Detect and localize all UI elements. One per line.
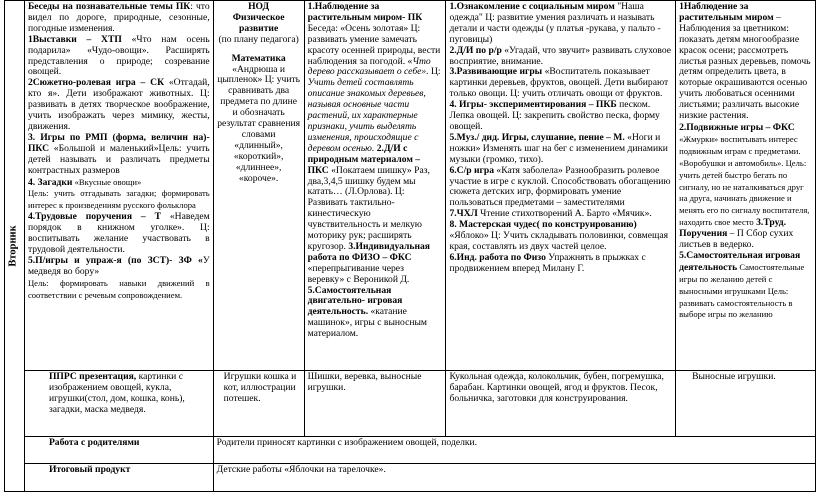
activities-row: [5, 1, 816, 371]
parents-text-cell: [213, 437, 815, 464]
col-c-segment: «перепрыгивание через веревку» с Вероникой Д.: [307, 262, 410, 285]
col-e-segment: 2.Подвижные игры – ФКС: [679, 121, 795, 133]
col-a-segment: Цель: учить отгадывать загадки; формировать интерес к произведениям русского фольклора: [27, 188, 210, 211]
col-c-segment: 5.Самостоятельная двигательно- игровая деятельность.: [307, 284, 403, 318]
pprs-d-text: Кукольная одежда, колокольчик, бубен, погремушка, барабан. Картинки овощей, ягод и фруктов. Песок, больничка, заготовки для конструирования.: [449, 371, 664, 404]
col-d-segment: 7.ЧХЛ: [449, 208, 478, 220]
col-a-cell: [24, 1, 213, 371]
col-d-segment: песком. Лепка овощей. Ц: закрепить свойство песка, форму овощей.: [449, 99, 660, 132]
parents-label: Работа с родителями: [48, 437, 140, 448]
day-cell: [5, 1, 25, 492]
col-c-cell: [304, 1, 446, 371]
col-c-segment: 2.Д/И с природным материалом – ПКС: [307, 142, 421, 176]
col-d-segment: Упражнять в прыжках с продвижением вперед Милану Г.: [449, 251, 646, 274]
result-label: Итоговый продукт: [48, 464, 131, 475]
col-e-segment: – П Сбор сухих листьев в ведерко.: [679, 228, 794, 251]
col-b-cell: [213, 1, 304, 371]
lesson-plan-table: [4, 0, 816, 492]
col-e-cell: [676, 1, 816, 371]
col-a-segment: «Отгадай, кто я». Дети изображают животных. Ц: развивать в детях творческое воображение, учить изображать через мимику, жесты, движения.: [27, 77, 210, 132]
col-d-segment: "Наша одежда" Ц: развитие умения различать и называть детали и части одежды (у платья -рукава, у пальто - пуговицы): [449, 1, 661, 45]
result-text-cell: [213, 464, 815, 492]
col-e-segment: «Жмурки» воспитывать интерес подвижным играм с предметами. «Воробушки и автомобиль». Цель: учить детей быстро бегать по сигналу, но не наталкиваться друг на друга, начинать движение и менять его по сигналу воспитателя, находить свое место: [679, 133, 810, 228]
col-a-segment: 3. Игры по РМП (форма, величин на)- ПКС: [27, 131, 210, 154]
col-d-segment: «Угадай, что звучит» развивать слуховое восприятие, внимание.: [449, 44, 672, 67]
col-d-segment: 6.Инд. работа по Физо: [449, 251, 546, 263]
col-c-segment: 3.Индивидуальная работа по ФИЗО – ФКС: [307, 240, 431, 263]
col-d-segment: 1.Ознакомление с социальным миром: [449, 1, 615, 12]
parents-row: [5, 437, 816, 464]
col-a-segment: 2Сюжетно-ролевая игра – СК: [27, 77, 165, 89]
col-a-segment: «Большой и маленький»: [49, 142, 159, 154]
pprs-b-text: Игрушки кошка и кот, иллюстрации потешек.: [223, 371, 297, 404]
col-a-segment: 4.Трудовые поручения – Т: [27, 211, 161, 223]
col-a-segment: 5.П/игры и упраж-я (по ЗСТ)- ЗФ «: [27, 254, 203, 266]
result-label-cell: [24, 464, 213, 492]
col-e-segment: – Наблюдения за цветником: показать детям многообразие красок осени; рассмотреть листья разных деревьев, помочь детям определить цвета, в которые окрашиваются осенью учить любоваться осенними листьями; различать высокие низкие растения.: [679, 11, 811, 122]
col-d-segment: 3.Развивающие игры: [449, 66, 543, 78]
pprs-row: [5, 371, 816, 437]
col-e-segment: 5.Самостоятельная игровая деятельность: [679, 249, 801, 273]
col-c-segment: Беседа: «Осень золотая» Ц: развивать умение замечать красоту осенней природы, вести наблюдения за погодой. «: [307, 22, 441, 67]
pprs-d-cell: [446, 371, 676, 437]
col-a-segment: «Вкусные овощи»: [72, 176, 142, 187]
pprs-b-cell: [213, 371, 304, 437]
parents-text: Родители приносят картинки с изображением овощей, поделки.: [216, 437, 478, 448]
day-label: Вторник: [8, 225, 20, 267]
result-row: [5, 464, 816, 492]
col-a-segment: Беседы на познавательные темы ПК: [27, 1, 191, 12]
col-d-segment: 6.С/р игра: [449, 164, 494, 176]
col-d-segment: 5.Муз./ дид. Игры, слушание, пение – М.: [449, 131, 625, 143]
col-d-segment: Чтение стихотворений А. Барто «Мячик».: [477, 208, 652, 220]
col-d-cell: [446, 1, 676, 371]
col-d-segment: «Воспитатель показывает картинки деревьев, фруктов, овощей. Дети выбирают только овощи. Ц: учить отличать овощи от фруктов.: [449, 66, 669, 100]
col-e-text: [679, 2, 812, 321]
col-d-segment: «Ноги и ножки» Изменять шаг на бег с изменением динамики музыки (громко, тихо).: [449, 131, 668, 165]
pprs-label-rest: картинки с изображением овощей, кукла, игрушки(стол, дом, кошка, конь), загадки, маска медведя.: [48, 371, 185, 415]
col-d-segment: «Катя заболела» Разнообразить ролевое участие в игре с куклой. Способствовать обогащению сюжета детских игр, формировать умение пользоваться предметами – заместителями: [449, 164, 671, 209]
parents-label-cell: [24, 437, 213, 464]
pprs-label-bold: ППРС презентация,: [48, 371, 137, 382]
col-e-segment: 1Наблюдение за растительным миром: [679, 1, 774, 23]
col-c-segment: 1.Наблюдение за растительным миром- ПК: [307, 1, 423, 23]
col-d-segment: 2.Д/И по р/р: [449, 44, 502, 56]
col-c-text: [308, 2, 443, 340]
col-e-segment: Самостоятельные игры по желанию детей с выносными игрушками Цель: развивать самостоятельность в выборе игры по желанию: [679, 261, 805, 320]
col-c-segment: «катание машинок», игры с выносным материалом.: [307, 306, 427, 340]
col-c-segment: Учить детей составлять описание знакомых деревьев, называя основные части растений, их характерные признаки, учить выделять изменения, происходящие с деревом осенью.: [307, 77, 426, 154]
col-d-segment: 4. Игры- экспериментирования – ПКБ: [449, 99, 617, 111]
col-e-segment: 3.Труд. Поручения: [679, 217, 787, 240]
col-a-segment: «Наведем порядок в книжном уголке». Ц: воспитывать желание участвовать в трудовой деятельности.: [27, 211, 210, 255]
col-a-segment: У медведя во бору»: [27, 254, 210, 277]
col-d-segment: 8. Мастерская чудес( по конструированию): [449, 219, 637, 231]
nod-plan-note: (по плану педагога): [218, 33, 299, 45]
col-a-text: [28, 2, 210, 301]
col-d-text: [449, 2, 672, 275]
col-c-segment: Что дерево рассказывает о себе».: [307, 55, 431, 78]
math-title: Математика: [231, 52, 286, 64]
col-a-segment: : что видел по дороге, природные, сезонные, погодные изменения.: [27, 1, 210, 34]
col-a-segment: Цель: формировать навыки движений в соответствии с речевым сопровождением.: [27, 277, 210, 300]
col-a-segment: 1Выставки – ХТП: [27, 33, 122, 45]
pprs-label-cell: [24, 371, 213, 437]
col-a-segment: 4. Загадки: [27, 176, 73, 188]
pprs-e-text: Выносные игрушки.: [692, 371, 776, 382]
nod-subject: Физическое развитие: [232, 11, 285, 34]
pprs-c-cell: [304, 371, 446, 437]
col-a-segment: «Что нам осень подарила» «Чудо-овощи». Расширять представления о природе; созревание овощей.: [27, 33, 210, 78]
nod-heading: НОД: [248, 1, 270, 12]
col-c-segment: Ц:: [428, 66, 441, 78]
pprs-c-text: Шишки, веревка, выносные игрушки.: [307, 371, 422, 393]
col-d-segment: «Яблоко» Ц: Учить складывать половинки, совмещая края, составлять из двух частей целое.: [449, 230, 669, 252]
col-c-segment: «Покатаем шишку» Раз, два,3,4,5 шишку будем мы катать… (Л.Орлова). Ц: Развивать тактильно-кинестическую чувствительность и мелкую моторику рук; расширять кругозор.: [307, 164, 430, 252]
math-text: «Андрюша и цыпленок» Ц: учить сравнивать два предмета по длине и обозначать результат сравнения словами «длинный», «короткий», «длиннее», «короче».: [217, 63, 301, 184]
col-a-segment: Цель: учить детей называть и различать предметы контрастных размеров: [27, 142, 210, 176]
pprs-e-cell: [676, 371, 816, 437]
result-text: Детские работы «Яблочки на тарелочке».: [216, 464, 386, 475]
